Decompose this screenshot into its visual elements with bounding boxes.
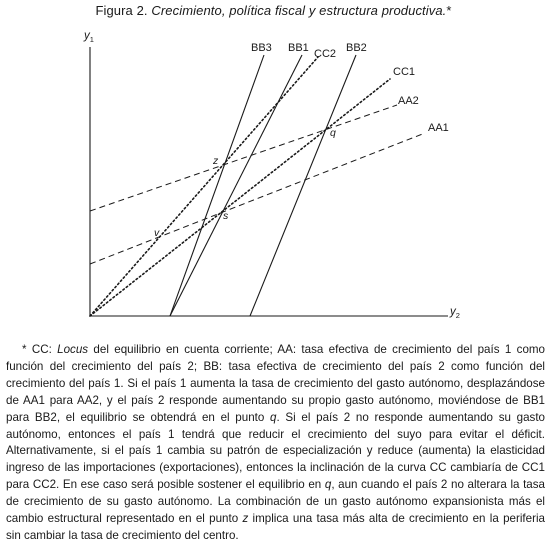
footnote-italic-term: q <box>270 410 277 424</box>
figure-title-mark: * <box>446 3 452 18</box>
line-cc1 <box>90 79 390 316</box>
point-q-label: q <box>330 127 336 139</box>
footnote-text <box>6 343 545 542</box>
label-cc1: CC1 <box>393 66 416 78</box>
footnote-italic-term: z <box>242 512 249 526</box>
label-bb2: BB2 <box>346 42 367 54</box>
footnote-italic-term: q <box>324 478 332 492</box>
point-s-label: s <box>223 210 229 222</box>
x-axis-label: $y_2$ <box>450 306 460 320</box>
footnote-italic-term: Locus <box>57 343 89 356</box>
line-bb2 <box>250 55 356 316</box>
line-bb3 <box>170 55 264 316</box>
footnote-run: * CC: <box>22 343 58 356</box>
point-z-label: z <box>213 155 219 167</box>
line-bb1 <box>170 55 302 316</box>
footnote-run: , aun cuando el país 2 no alterara la tasa de crecimiento de su gasto autónomo. La combinación de un gasto autónomo expansionista más el cambio estructural representado en el punto <box>6 478 545 526</box>
figure-footnote <box>6 342 545 545</box>
label-bb1: BB1 <box>288 42 309 54</box>
line-aa1 <box>90 133 425 264</box>
figure-title-text: Crecimiento, política fiscal y estructura productiva. <box>151 3 447 18</box>
y-axis-label: $y_1$ <box>84 30 94 44</box>
point-v-label: v <box>154 227 160 239</box>
footnote-run: . Si el país 2 no responde aumentando su gasto autónomo, entonces el país 1 tendrá que reducir el crecimiento del suyo para evitar el déficit. Alternativamente, si el país 1 cambia su patrón de especialización y reduce (aumenta) la elasticidad ingreso de las importaciones (exportaciones), entonces la inclinación de la curva CC cambiaría de CC1 para CC2. En ese caso será posible sostener el equilibrio en <box>6 410 545 492</box>
label-bb3: BB3 <box>251 42 272 54</box>
label-cc2: CC2 <box>314 48 337 60</box>
label-aa1: AA1 <box>428 122 449 134</box>
figure-label: Figura 2. <box>95 3 148 18</box>
footnote-run: implica una tasa más alta de crecimiento en la periferia sin cambiar la tasa de crecimiento del centro. <box>6 512 545 542</box>
line-cc2 <box>90 57 318 316</box>
label-aa2: AA2 <box>398 95 419 107</box>
footnote-run: del equilibrio en cuenta corriente; AA: tasa efectiva de crecimiento del país 1 como función del crecimiento del país 2; BB: tasa efectiva de crecimiento del país 2 como función del crecimiento del país 1. Si el país 1 aumenta la tasa de crecimiento del gasto autónomo, desplazándose de AA1 para AA2, y el país 2 responde aumentando su propio gasto autónomo, moviéndose de BB1 para BB2, el equilibrio se obtendrá en el punto <box>6 343 545 424</box>
